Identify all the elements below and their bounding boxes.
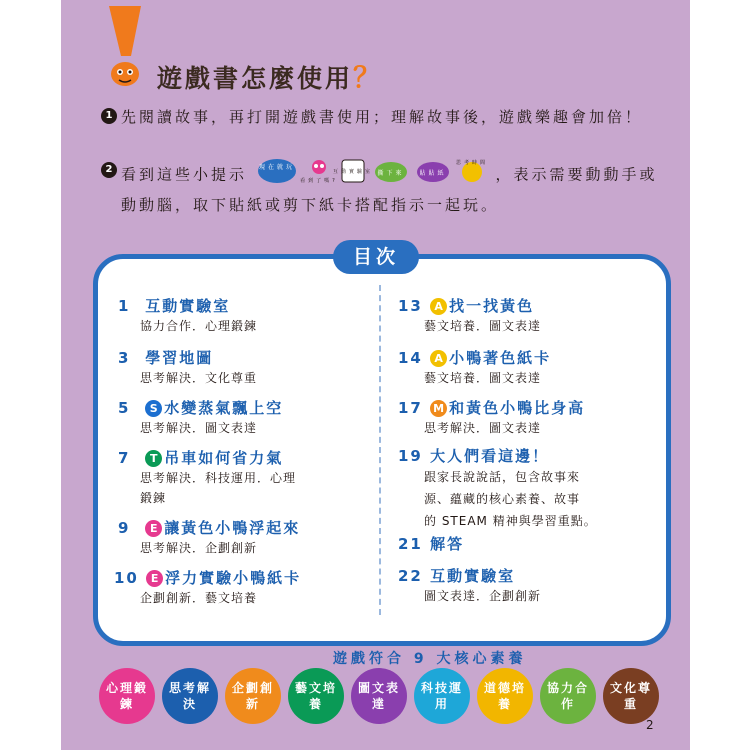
- title-text: 遊戲書怎麼使用: [157, 64, 354, 93]
- competency-badge: 藝文培養: [288, 668, 344, 724]
- toc-entry-subtitle-line2: 源、蘊藏的核心素養、故事: [424, 492, 581, 506]
- toc-entry-title: 和黃色小鴨比身高: [449, 399, 586, 417]
- toc-page-number: 5: [118, 399, 131, 417]
- toc-entry[interactable]: [398, 347, 551, 388]
- toc-entry-title: 小鴨著色紙卡: [449, 349, 552, 367]
- toc-entry[interactable]: [114, 567, 301, 608]
- toc-entry-subtitle: 藝文培養．圖文表達: [424, 319, 542, 333]
- toc-entry-title: 解答: [430, 535, 465, 553]
- toc-entry-subtitle: 跟家長說說話，包含故事來: [424, 470, 581, 484]
- toc-entry[interactable]: [398, 533, 464, 554]
- art-badge: A: [430, 298, 447, 315]
- science-badge: S: [145, 400, 162, 417]
- toc-page-number: 19: [398, 447, 423, 465]
- now-play-hint-icon: [257, 158, 297, 184]
- table-of-contents: [93, 254, 671, 646]
- toc-page-number: 14: [398, 349, 423, 367]
- competency-badge: 思考解決: [162, 668, 218, 724]
- toc-entry[interactable]: [398, 445, 597, 532]
- page-title: [157, 56, 384, 96]
- competencies-title: 遊戲符合 9 大核心素養: [333, 651, 527, 667]
- toc-entry[interactable]: [118, 295, 257, 336]
- toc-entry-subtitle: 協力合作．心理鍛鍊: [140, 319, 258, 333]
- intro-text-2a: 看到這些小提示: [121, 165, 248, 184]
- toc-entry-subtitle: 思考解決．科技運用．心理: [140, 471, 297, 485]
- toc-entry-subtitle: 圖文表達．企劃創新: [424, 589, 542, 603]
- hint-label-4: 撕下來: [377, 170, 405, 177]
- toc-page-number: 21: [398, 535, 423, 553]
- competency-badge: 文化尊重: [603, 668, 659, 724]
- think-time-hint-icon: [455, 158, 488, 184]
- hint-label-6: 思考時間: [455, 160, 488, 166]
- intro-item-1: [105, 104, 661, 130]
- toc-entry-subtitle: 企劃創新．藝文培養: [140, 591, 258, 605]
- intro-text-2b: ，表示需要動動手或動動腦，取下貼紙或剪下紙卡搭配指示一起玩。: [121, 165, 658, 214]
- toc-entry-subtitle-line2: 鍛鍊: [140, 491, 167, 505]
- toc-page-number: 3: [118, 349, 131, 367]
- toc-entry-subtitle: 思考解決．文化尊重: [140, 371, 258, 385]
- toc-page-number: 7: [118, 449, 131, 467]
- page-number: 2: [646, 718, 654, 732]
- toc-page-number: 10: [114, 569, 139, 587]
- toc-entry[interactable]: [118, 347, 257, 388]
- competency-badge: 協力合作: [540, 668, 596, 724]
- toc-page-number: 22: [398, 567, 423, 585]
- intro-text-1: 先閱讀故事，再打開遊戲書使用；理解故事後，遊戲樂趣會加倍！: [121, 108, 644, 126]
- toc-title: 目次: [333, 240, 419, 274]
- competency-badge: 圖文表達: [351, 668, 407, 724]
- book-page: [61, 0, 690, 750]
- toc-entry-title: 吊車如何省力氣: [164, 449, 284, 467]
- toc-divider: [379, 285, 381, 615]
- toc-page-number: 1: [118, 297, 131, 315]
- tear-off-hint-icon: [374, 158, 408, 184]
- competency-badge: 科技運用: [414, 668, 470, 724]
- hint-label-1: 現在就玩: [258, 164, 295, 171]
- toc-entry-subtitle: 思考解決．企劃創新: [140, 541, 258, 555]
- title-question-mark: ？: [353, 61, 385, 94]
- toc-page-number: 9: [118, 519, 131, 537]
- toc-entry-title: 讓黃色小鴨浮起來: [164, 519, 301, 537]
- hint-label-5: 貼貼紙: [419, 170, 447, 177]
- seen-it-hint-icon: [299, 158, 338, 184]
- toc-entry-title: 大人們看這邊！: [430, 447, 550, 465]
- competency-badge: 道德培養: [477, 668, 533, 724]
- toc-entry-subtitle: 思考解決．圖文表達: [140, 421, 258, 435]
- hint-label-3: 互動實驗室: [333, 169, 374, 175]
- engineering-badge: E: [145, 520, 162, 537]
- hint-icons: [257, 158, 486, 192]
- competency-circles: [99, 668, 689, 730]
- toc-entry-title: 學習地圖: [145, 349, 214, 367]
- technology-badge: T: [145, 450, 162, 467]
- toc-entry[interactable]: [118, 517, 300, 558]
- toc-entry[interactable]: [118, 397, 283, 438]
- math-badge: M: [430, 400, 447, 417]
- toc-entry-subtitle-line3: 的 STEAM 精神與學習重點。: [424, 514, 597, 528]
- toc-page-number: 17: [398, 399, 423, 417]
- exclamation-mascot-icon: [101, 4, 153, 90]
- toc-entry[interactable]: [398, 295, 541, 336]
- toc-entry[interactable]: [398, 565, 541, 606]
- hint-label-2: 看到了嗎?: [299, 178, 338, 184]
- engineering-badge: E: [146, 570, 163, 587]
- intro-number-1: 1: [101, 108, 117, 124]
- sticker-hint-icon: [416, 158, 450, 184]
- toc-entry-title: 互動實驗室: [430, 567, 516, 585]
- toc-entry-title: 水變蒸氣飄上空: [164, 399, 284, 417]
- toc-entry[interactable]: [398, 397, 585, 438]
- toc-entry[interactable]: [118, 447, 296, 508]
- intro-number-2: 2: [101, 162, 117, 178]
- toc-entry-title: 互動實驗室: [145, 297, 231, 315]
- toc-entry-title: 找一找黃色: [449, 297, 535, 315]
- intro-item-2: [105, 158, 661, 218]
- toc-entry-subtitle: 藝文培養．圖文表達: [424, 371, 542, 385]
- toc-entry-subtitle: 思考解決．圖文表達: [424, 421, 542, 435]
- competency-badge: 企劃創新: [225, 668, 281, 724]
- lab-hint-icon: [333, 158, 374, 184]
- toc-page-number: 13: [398, 297, 423, 315]
- art-badge: A: [430, 350, 447, 367]
- toc-entry-title: 浮力實驗小鴨紙卡: [165, 569, 302, 587]
- competency-badge: 心理鍛鍊: [99, 668, 155, 724]
